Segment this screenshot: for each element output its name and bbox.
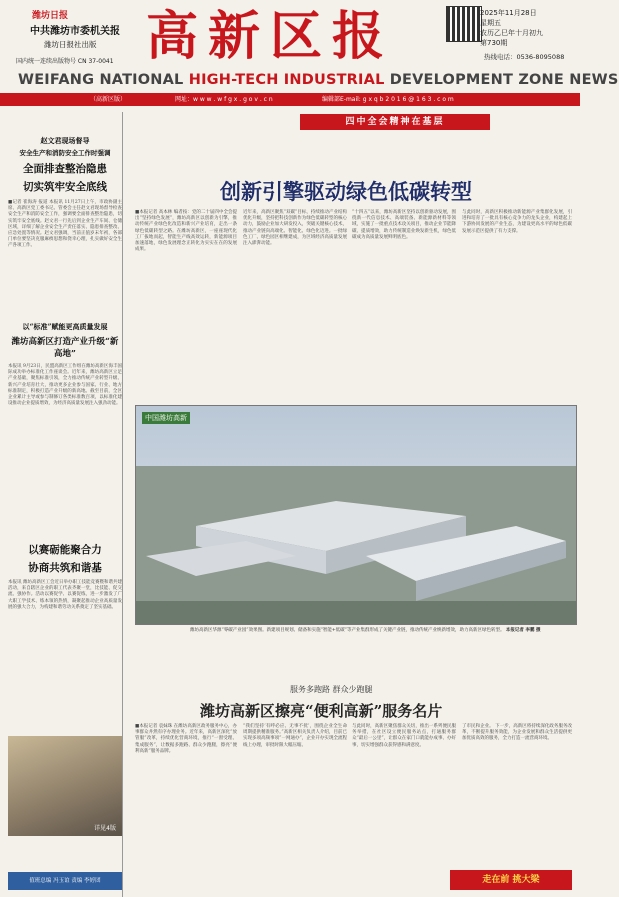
main-headline: 创新引擎驱动绿色低碳转型 bbox=[220, 179, 472, 204]
caption-text: 潍坊高新区华源“零碳产业园”效果图。新建项目规划、储备和实施“智能+低碳”等产业集群形成了关键产业链，推动传统产业焕新增效，助力高新区绿色转型。 bbox=[190, 628, 505, 633]
issue-info bbox=[480, 8, 580, 48]
email: 编辑部E-mail: g x q b 2 0 1 6 @ 1 6 3 . c o m bbox=[322, 96, 454, 103]
industrial-park-image bbox=[136, 406, 576, 624]
a1-body: ■记者 崔海涛 报道 本报讯 11月27日上午，市政协副主席、高新区党工委书记、管委会主任赵文君现场督导检查安全生产和消防安全工作，强调要全面排查整治隐患，切实筑牢安全底线。赵文君一行先后到企业生产车间、仓储区域，详细了解企业安全生产责任落实、隐患排查整改、应急处置等情况。赵文君强调，当前正值岁末年初，各部门单位要坚决克服麻痹思想和侥幸心理，扎实做好安全生产各项工作。 bbox=[8, 200, 122, 249]
photo-caption bbox=[190, 627, 570, 633]
a2-body: 本报讯 9月23日，民盟高新区工作组在潍坊高新区海丰国际成功举办标准化工作座谈会。近年来，潍坊高新区立足产业基础，聚焦标准引领，全力推动传统产业转型升级、新兴产业培育壮大，推动更多企业参与国家、行业、地方标准制定，积极打造产业升级的新高地。截至目前，全区企业累计主导或参与制修订各类标准数百项，以标准化建设推动企业提质增效，为经济高质量发展注入强劲动能。 bbox=[8, 364, 122, 407]
main-body-col-2: 近年来，高新区聚焦“双碳”目标，持续推动产业结构优化升级，坚持把科技创新作为绿色低碳转型的核心动力，鼓励企业加大研发投入，突破关键核心技术，推动产业链向高端化、智能化、绿色化迈进。一批绿色工厂、绿色园区相继建成，为区域经济高质量发展注入澎湃动能。 bbox=[243, 210, 347, 247]
left-column bbox=[8, 112, 123, 897]
english-title: WEIFANG NATIONAL HIGH-TECH INDUSTRIAL DEVELOPMENT ZONE NEWS bbox=[18, 72, 619, 88]
photo-credit: 本报记者 李鹏 摄 bbox=[505, 628, 541, 633]
story2-tail: 了市民和企业。 bbox=[462, 724, 494, 729]
promo-image bbox=[8, 736, 122, 836]
party-line: 中共潍坊市委机关报 bbox=[30, 26, 120, 37]
photo-label: 中国潍坊高新 bbox=[142, 412, 190, 424]
a1-headline: 全面排查整治隐患 bbox=[23, 163, 107, 175]
issue-number: 第730期 bbox=[480, 39, 508, 47]
a2-kicker: 以“标准”赋能更高质量发展 bbox=[22, 322, 108, 331]
qr-code-icon bbox=[446, 6, 482, 42]
publisher-line: 潍坊日报社出版 bbox=[44, 40, 97, 49]
story2-col-1: ■本报记者 袁妹珠 在潍坊高新区政务服务中心，办事群众井然有序办理业务。近年来，高新区深化“放管服”改革，持续优化营商环境，推行“一窗受理、集成服务”，让数据多跑路、群众少跑腿，擦亮“便利高新”服务品牌。 bbox=[135, 724, 237, 754]
main-body-col-3: “十四五”以来，潍坊高新区坚持以创新驱动发展，围绕新一代信息技术、高端装备、新能源新材料等领域，实施了一批重点技术攻关项目，推动企业节能降碳、提质增效，助力传统制造业焕发新生机，绿色低碳成为高质量发展鲜明底色。 bbox=[352, 210, 456, 240]
website: 网址：w w w . w f g x . g o v . c n bbox=[175, 96, 273, 103]
a1-headline-2: 切实筑牢安全底线 bbox=[23, 181, 107, 193]
see-page-label: 详见4版 bbox=[94, 825, 116, 832]
main-body-col-1: ■本报记者 高本林 编者按：党的二十届四中全会提出“坚持绿色发展”，潍坊高新区以创新为引擎，推动传统产业绿色化改造和新兴产业培育，走出一条绿色低碳转型之路。在潍坊高新区，一座座现代化工厂拔地而起，智能生产线高效运转，新能源项目加速落地，绿色发展理念正转化为实实在在的发展成果。 bbox=[135, 210, 237, 253]
issue-lunar: 农历乙巳年十月初九 bbox=[480, 29, 543, 37]
issue-weekday: 星期五 bbox=[480, 19, 501, 27]
story2-headline: 潍坊高新区擦亮“便利高新”服务名片 bbox=[200, 702, 443, 720]
main-body-col-4: 与此同时，高新区积极推动新能源产业集群化发展，引进和培育了一批具有核心竞争力的龙头企业，构建起上下游协同发展的产业生态，为建设更高水平的绿色低碳发展示范区提供了有力支撑。 bbox=[462, 210, 572, 234]
newspaper-logo: 潍坊日报 bbox=[32, 11, 69, 21]
duty-editor: 值班总编 冯玉谊 责编 李婷团 bbox=[8, 872, 122, 890]
issue-date: 2025年11月28日 bbox=[480, 9, 537, 17]
a2-headline: 潍坊高新区打造产业升级“新高地” bbox=[11, 337, 119, 359]
newspaper-title: 高新区报 bbox=[146, 6, 395, 67]
story2-kicker: 服务多跑路 群众少跑腿 bbox=[290, 685, 373, 694]
slogan-banner: 走在前 挑大梁 bbox=[450, 870, 572, 890]
section-banner: 四中全会精神在基层 bbox=[300, 114, 490, 130]
section-label: （高新区版） bbox=[90, 96, 127, 103]
a3-body: 本报讯 潍坊高新区工会近日举办职工技能竞赛暨和谐共建活动，来自辖区企业的职工代表齐聚一堂，比技能、促交流、强协作。活动以赛促学、以赛促练，进一步激发了广大职工学技术、练本领的热情，凝聚起推动企业高质量发展的强大合力，为构建和谐劳动关系奠定了坚实基础。 bbox=[8, 580, 122, 610]
a3-headline-2: 协商共筑和谐基 bbox=[28, 562, 102, 574]
a3-headline: 以赛砺能聚合力 bbox=[28, 544, 102, 556]
cn-number: 国内统一连续出版物号 CN 37-0041 bbox=[16, 58, 114, 65]
a1-sub: 安全生产和消防安全工作时强调 bbox=[19, 149, 111, 157]
a1-kicker: 赵文君现场督导 bbox=[40, 136, 90, 145]
info-bar bbox=[0, 93, 580, 106]
hotline: 热线电话：0536-8095088 bbox=[484, 53, 565, 61]
main-photo bbox=[135, 405, 577, 625]
story2-col-2: “我们坚持‘有呼必应、无事不扰’，围绕企业全生命周期提供精准服务。”高新区相关负责人介绍，目前已实现多项高频事项“一网通办”，企业开办实现全流程线上办理，审批时限大幅压缩。 bbox=[243, 724, 347, 748]
footer bbox=[0, 870, 580, 897]
story2-col-4: 了市民和企业。 下一步，高新区将持续深化政务服务改革，不断提升服务效能，为企业发展和群众生活提供更加优质高效的服务，全力打造一流营商环境。 bbox=[462, 724, 572, 742]
story2-col-3: 与此同时，高新区聚焦群众关切，推出一系列便民服务举措，在社区设立便民服务站点，打通服务群众“最后一公里”，让群众在家门口就能办成事、办好事，切实增强群众获得感和满意度。 bbox=[352, 724, 456, 748]
